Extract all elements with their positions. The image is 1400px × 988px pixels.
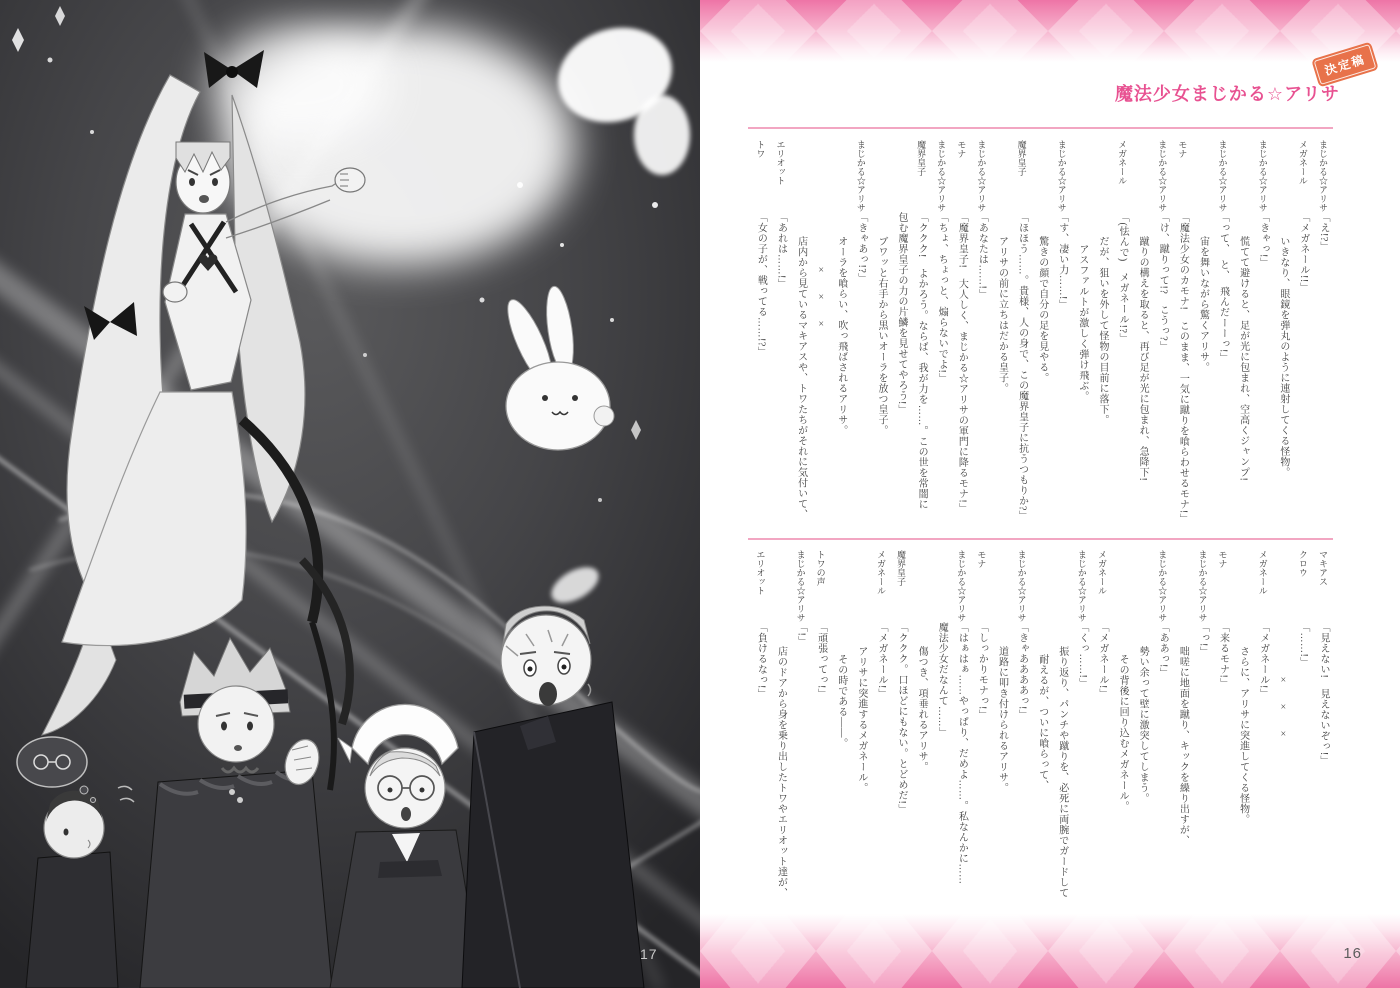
script-line: [1192, 140, 1212, 532]
scene-break: [1273, 550, 1293, 958]
dialogue-text: 「負けるなっ!」: [755, 622, 767, 700]
dialogue-text: 「ちょ、ちょっと、煽らないでよ!」: [936, 212, 948, 384]
dialogue-text: 「メガネール!」: [1096, 622, 1108, 700]
script-line: [811, 550, 831, 958]
narration-text: アスファルトが激しく弾け飛ぶ。: [1076, 244, 1088, 402]
script-line: [851, 550, 871, 958]
script-line: [1293, 550, 1313, 958]
script-line: [1233, 140, 1253, 532]
character-name: クロウ: [1297, 550, 1308, 577]
character-name: 魔界皇子: [916, 140, 927, 176]
script-line: [1012, 140, 1032, 532]
narration-text: 耐えるが、ついに喰らって、: [1036, 654, 1048, 791]
dialogue-text: 「ククク! よかろう。ならば、我が力を……。この世を常闇に: [916, 212, 928, 510]
scene-break: [811, 140, 831, 532]
script-line: [1092, 140, 1112, 532]
script-line: [750, 140, 770, 532]
final-draft-stamp: 決定稿: [1314, 44, 1377, 85]
script-line: [750, 550, 770, 958]
dialogue-text: 「ああっ!」: [1157, 622, 1169, 679]
narration-text: 道路に叩き付けられるアリサ。: [996, 646, 1008, 793]
narration-text: 宙を舞いながら驚くアリサ。: [1197, 236, 1209, 373]
script-line: [1072, 140, 1092, 532]
script-line: [1212, 550, 1232, 958]
character-name: 魔界皇子: [896, 550, 907, 586]
dialogue-text: 「きゃっ!」: [1257, 212, 1269, 269]
character-name: トワ: [755, 140, 766, 158]
dialogue-text: 「きゃああああっ!」: [1016, 622, 1028, 721]
script-section-2: [748, 550, 1333, 958]
script-line: [770, 140, 790, 532]
narration-text: さらに、アリサに突進してくる怪物。: [1237, 646, 1249, 825]
dialogue-text: 「っ!」: [1197, 622, 1209, 658]
dialogue-text: 「あれは……!」: [775, 212, 787, 290]
script-line: [871, 550, 891, 958]
script-line: [1112, 140, 1132, 532]
character-name: マキアス: [1318, 550, 1328, 586]
dialogue-text: 「来るモナ!」: [1217, 622, 1229, 689]
character-name: まじかる☆アリサ: [1076, 550, 1087, 622]
narration-text: 蹴りの構えを取ると、再び足が光に包まれ、急降下!: [1137, 236, 1149, 482]
narration-text: 店内から見ているマキアスや、トワたちがそれに気付いて、: [795, 236, 807, 520]
script-line: [871, 140, 891, 532]
script-line: [1072, 550, 1092, 958]
script-line: [991, 550, 1011, 958]
script-line: [891, 550, 911, 958]
script-line: [1192, 550, 1212, 958]
character-name: まじかる☆アリサ: [976, 140, 987, 212]
dialogue-text: 「女の子が、戦ってる……!?」: [755, 212, 767, 358]
dialogue-text: 「ククク。口ほどにもない。とどめだ!」: [896, 622, 908, 815]
script-line: [770, 550, 790, 958]
script-line: [1293, 140, 1313, 532]
dialogue-text: 「くっ……!」: [1076, 622, 1088, 689]
dialogue-text: 「頑張ってっ!」: [815, 622, 827, 700]
script-line: [991, 140, 1011, 532]
dialogue-text: 「メガネール!」: [1257, 622, 1269, 700]
character-name: まじかる☆アリサ: [1016, 550, 1027, 622]
script-line: [1313, 140, 1333, 532]
script-line: [931, 140, 951, 532]
character-name: モナ: [1177, 140, 1188, 158]
script-line: [1132, 140, 1152, 532]
character-name: メガネール: [1117, 140, 1128, 185]
dialogue-text: 「メガネール!!」: [1297, 212, 1309, 294]
character-name: まじかる☆アリサ: [1257, 140, 1268, 212]
script-line: [831, 140, 851, 532]
page-title: 魔法少女まじかる☆アリサ: [1114, 84, 1340, 104]
narration-text: アリサに突進するメガネール。: [855, 646, 867, 793]
narration-text: アリサの前に立ちはだかる皇子。: [996, 236, 1008, 394]
character-name: まじかる☆アリサ: [1056, 140, 1067, 212]
dialogue-text: 「って、 と、 飛んだーーっ!」: [1217, 212, 1229, 364]
dialogue-text: 「ほほう……。貴様、人の身で、この魔界皇子に抗うつもりか?」: [1016, 212, 1028, 522]
script-page: [700, 0, 1400, 988]
script-line: [891, 140, 911, 532]
script-line: [1152, 550, 1172, 958]
script-line: [1273, 140, 1293, 532]
script-line: [1152, 140, 1172, 532]
script-line: [1172, 140, 1192, 532]
script-line: [1212, 140, 1232, 532]
script-line: [1132, 550, 1152, 958]
dialogue-text: 「魔界皇子! 大人しく、まじかる☆アリサの軍門に降るモナ!」: [956, 212, 968, 514]
character-name: まじかる☆アリサ: [936, 140, 947, 212]
script-line: [911, 140, 931, 532]
script-line: [1172, 550, 1192, 958]
script-line: [851, 140, 871, 532]
dialogue-text: 「しっかりモナっ!」: [976, 622, 988, 721]
script-line: [1032, 550, 1052, 958]
divider-rule-middle: [748, 538, 1333, 540]
character-name: エリオット: [755, 550, 766, 595]
dialogue-text: 「!」: [795, 622, 807, 647]
dialogue-text: 「はぁはぁ……やっぱり、だめよ……。私なんかに……: [956, 622, 968, 885]
script-line: [951, 140, 971, 532]
script-line: [1253, 140, 1273, 532]
script-line: [911, 550, 931, 958]
dialogue-text: 「え!?」: [1318, 212, 1329, 253]
character-name: メガネール: [875, 550, 886, 595]
script-line: [790, 550, 810, 958]
script-line: [831, 550, 851, 958]
character-name: まじかる☆アリサ: [956, 550, 967, 622]
narration-text: 咄嗟に地面を蹴り、キックを繰り出すが、: [1177, 646, 1189, 846]
script-line: [1012, 550, 1032, 958]
dialogue-text: 魔法少女だなんて……」: [936, 622, 948, 738]
character-name: まじかる☆アリサ: [1197, 550, 1208, 622]
character-name: まじかる☆アリサ: [1318, 140, 1328, 212]
narration-text: 慌てて避けると、足が光に包まれ、空高くジャンプ!: [1237, 236, 1249, 482]
character-name: モナ: [956, 140, 967, 158]
dialogue-text: 「メガネール!」: [875, 622, 887, 700]
dialogue-text: 「す、凄い力……!」: [1056, 212, 1068, 311]
narration-text: ブワッと右手から黒いオーラを放つ皇子。: [875, 236, 887, 436]
character-name: まじかる☆アリサ: [855, 140, 866, 212]
character-name: まじかる☆アリサ: [1157, 140, 1168, 212]
argyle-border-top: [700, 0, 1400, 62]
character-name: モナ: [976, 550, 987, 568]
scene-break-marks: ×××: [1277, 675, 1289, 756]
script-line: [1233, 550, 1253, 958]
narration-text: その時である――。: [835, 654, 847, 749]
dialogue-text: 「け、蹴りって!? こうっ?」: [1157, 212, 1169, 352]
script-line: [971, 140, 991, 532]
narration-text: その背後に回り込むメガネール。: [1117, 654, 1129, 812]
page-number: 16: [1343, 945, 1362, 962]
dialogue-text: 包む魔界皇子の力の片鱗を見せてやろう!」: [896, 212, 908, 416]
narration-text: だが、狙いを外して怪物の目前に落下。: [1096, 236, 1108, 425]
character-name: トワの声: [815, 550, 826, 586]
narration-text: オーラを喰らい、吹っ飛ばされるアリサ。: [835, 236, 847, 436]
character-name: まじかる☆アリサ: [1157, 550, 1168, 622]
character-name: メガネール: [1096, 550, 1107, 595]
dialogue-text: 「(怯んで) メガネール!?」: [1117, 212, 1129, 344]
script-line: [931, 550, 951, 958]
script-line: [790, 140, 810, 532]
character-name: まじかる☆アリサ: [795, 550, 806, 622]
script-line: [1253, 550, 1273, 958]
script-line: [1052, 550, 1072, 958]
divider-rule-top: [748, 127, 1333, 129]
narration-text: いきなり、眼鏡を弾丸のように連射してくる怪物。: [1277, 236, 1289, 478]
dialogue-text: 「見えない! 見えないぞっ!」: [1318, 622, 1329, 767]
dialogue-text: 「あなたは……!」: [976, 212, 988, 300]
character-name: メガネール: [1297, 140, 1308, 185]
narration-text: 振り返り、パンチや蹴りを、必死に両腕でガードして: [1056, 646, 1068, 898]
dialogue-text: 「……!」: [1297, 622, 1309, 668]
script-line: [971, 550, 991, 958]
narration-text: 店のドアから身を乗り出したトワやエリオット達が、: [775, 646, 787, 898]
script-line: [1032, 140, 1052, 532]
character-name: メガネール: [1257, 550, 1268, 595]
scene-break-marks: ×××: [815, 265, 827, 346]
script-section-1: [748, 140, 1333, 532]
script-line: [1052, 140, 1072, 532]
character-name: エリオット: [775, 140, 786, 185]
script-line: [1112, 550, 1132, 958]
dialogue-text: 「きゃあっ!?」: [855, 212, 867, 284]
character-name: 魔界皇子: [1016, 140, 1027, 176]
character-name: モナ: [1217, 550, 1228, 568]
dialogue-text: 「魔法少女のカモナ! このまま、一気に蹴りを喰らわせるモナ!」: [1177, 212, 1189, 525]
narration-text: 傷つき、項垂れるアリサ。: [916, 646, 928, 772]
script-line: [1313, 550, 1333, 958]
narration-text: 勢い余って壁に激突してしまう。: [1137, 646, 1149, 804]
narration-text: 驚きの顔で自分の足を見やる。: [1036, 236, 1048, 383]
character-name: まじかる☆アリサ: [1217, 140, 1228, 212]
page-number: 17: [640, 946, 658, 962]
script-line: [951, 550, 971, 958]
script-line: [1092, 550, 1112, 958]
